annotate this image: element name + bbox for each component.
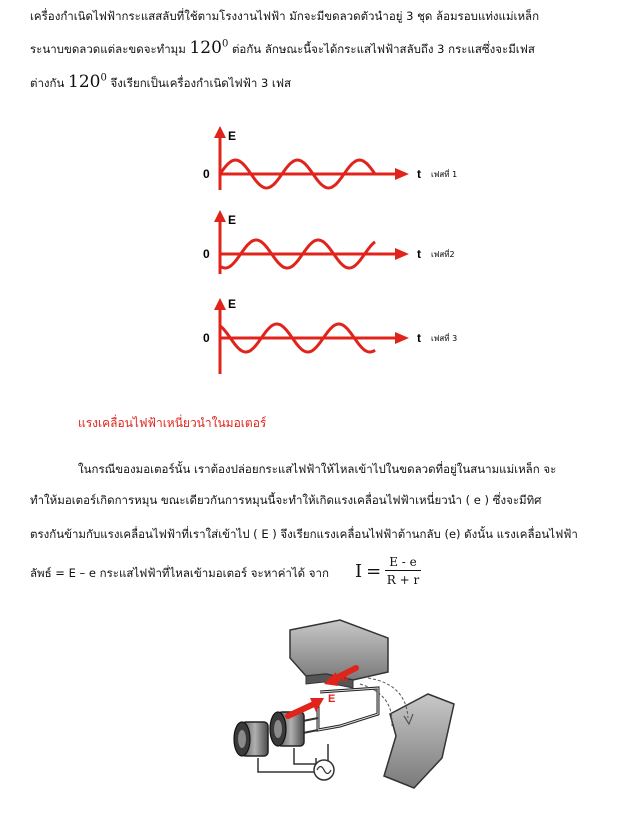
phase-label: เฟสที่ 1: [431, 170, 458, 179]
label-e: e: [342, 673, 349, 685]
formula-fraction: [385, 555, 421, 587]
magnet-pole-top: [290, 620, 388, 680]
three-phase-waveforms: [195, 126, 465, 386]
angle-value: $120^0$: [189, 38, 229, 58]
axis-t-label: t: [417, 331, 421, 345]
motor-illustration: [228, 618, 466, 808]
formula-numerator: E - e: [385, 555, 421, 571]
wave-plot-3: [203, 297, 457, 374]
axis-e-label: E: [228, 129, 237, 143]
para2-line3: ตรงกันข้ามกับแรงเคลื่อนไฟฟ้าที่เราใส่เข้าไป ( E ) จึงเรียกแรงเคลื่อนไฟฟ้าต้านกลับ (e) ดังนั้น แรงเคลื่อนไฟฟ้า: [30, 527, 578, 541]
formula-denominator: R + r: [386, 573, 420, 587]
section-heading: แรงเคลื่อนไฟฟ้าเหนี่ยวนำในมอเตอร์: [78, 416, 267, 430]
t-axis-arrow: [395, 248, 409, 260]
ac-source-icon: [314, 760, 334, 780]
phase-label: เฟสที่2: [431, 250, 455, 259]
formula-lhs: I: [355, 560, 363, 582]
current-formula: [355, 555, 421, 587]
para1-line2: [30, 38, 535, 59]
circuit-wire: [258, 758, 316, 772]
para2-line1: ในกรณีของมอเตอร์นั้น เราต้องปล่อยกระแสไฟฟ้าให้ไหลเข้าไปในขดลวดที่อยู่ในสนามแม่เหล็ก จะ: [78, 462, 557, 476]
label-E: E: [328, 693, 336, 705]
t-axis-arrow: [395, 168, 409, 180]
para1-line1: [30, 8, 539, 26]
para2-line4: ลัพธ์ = E – e กระแสไฟฟ้าที่ไหลเข้ามอเตอร์ จะหาค่าได้ จาก: [30, 566, 329, 580]
y-axis-arrow: [214, 126, 226, 138]
t-axis-arrow: [395, 332, 409, 344]
phase-label: เฟสที่ 3: [431, 334, 458, 343]
wave-plot-1: [203, 126, 457, 190]
slip-ring-back: [234, 722, 268, 756]
armature-coil-inner: [318, 688, 378, 730]
axis-t-label: t: [417, 167, 421, 181]
y-axis-arrow: [214, 298, 226, 310]
para1-line3-pre: ต่างกัน: [30, 76, 65, 90]
y-axis-arrow: [214, 210, 226, 222]
zero-label: 0: [203, 247, 210, 261]
angle-value-2: $120^0$: [68, 72, 107, 92]
axis-e-label: E: [228, 297, 237, 311]
wave-plot-2: [203, 210, 455, 274]
magnet-pole-bottom: [384, 694, 454, 788]
para1-line2-pre: ระนาบขดลวดแต่ละขดจะทำมุม: [30, 42, 186, 56]
para1-line3: [30, 72, 291, 93]
para1-line1-text: เครื่องกำเนิดไฟฟ้ากระแสสลับที่ใช้ตามโรงงานไฟฟ้า มักจะมีขดลวดตัวนำอยู่ 3 ชุด ล้อมรอบแท่งแม่เหล็ก: [30, 9, 540, 23]
zero-label: 0: [203, 331, 210, 345]
para1-line3-post: จึงเรียกเป็นเครื่องกำเนิดไฟฟ้า 3 เฟส: [110, 76, 292, 90]
para2-line2: ทำให้มอเตอร์เกิดการหมุน ขณะเดียวกันการหมุนนี้จะทำให้เกิดแรงเคลื่อนไฟฟ้าเหนี่ยวนำ ( e ) ซึ่งจะมีทิศ: [30, 493, 542, 507]
axis-t-label: t: [417, 247, 421, 261]
para1-line2-post: ต่อกัน ลักษณะนี้จะได้กระแสไฟฟ้าสลับถึง 3 กระแสซึ่งจะมีเฟส: [231, 42, 535, 56]
zero-label: 0: [203, 167, 210, 181]
axis-e-label: E: [228, 213, 237, 227]
formula-eq: =: [366, 560, 382, 582]
